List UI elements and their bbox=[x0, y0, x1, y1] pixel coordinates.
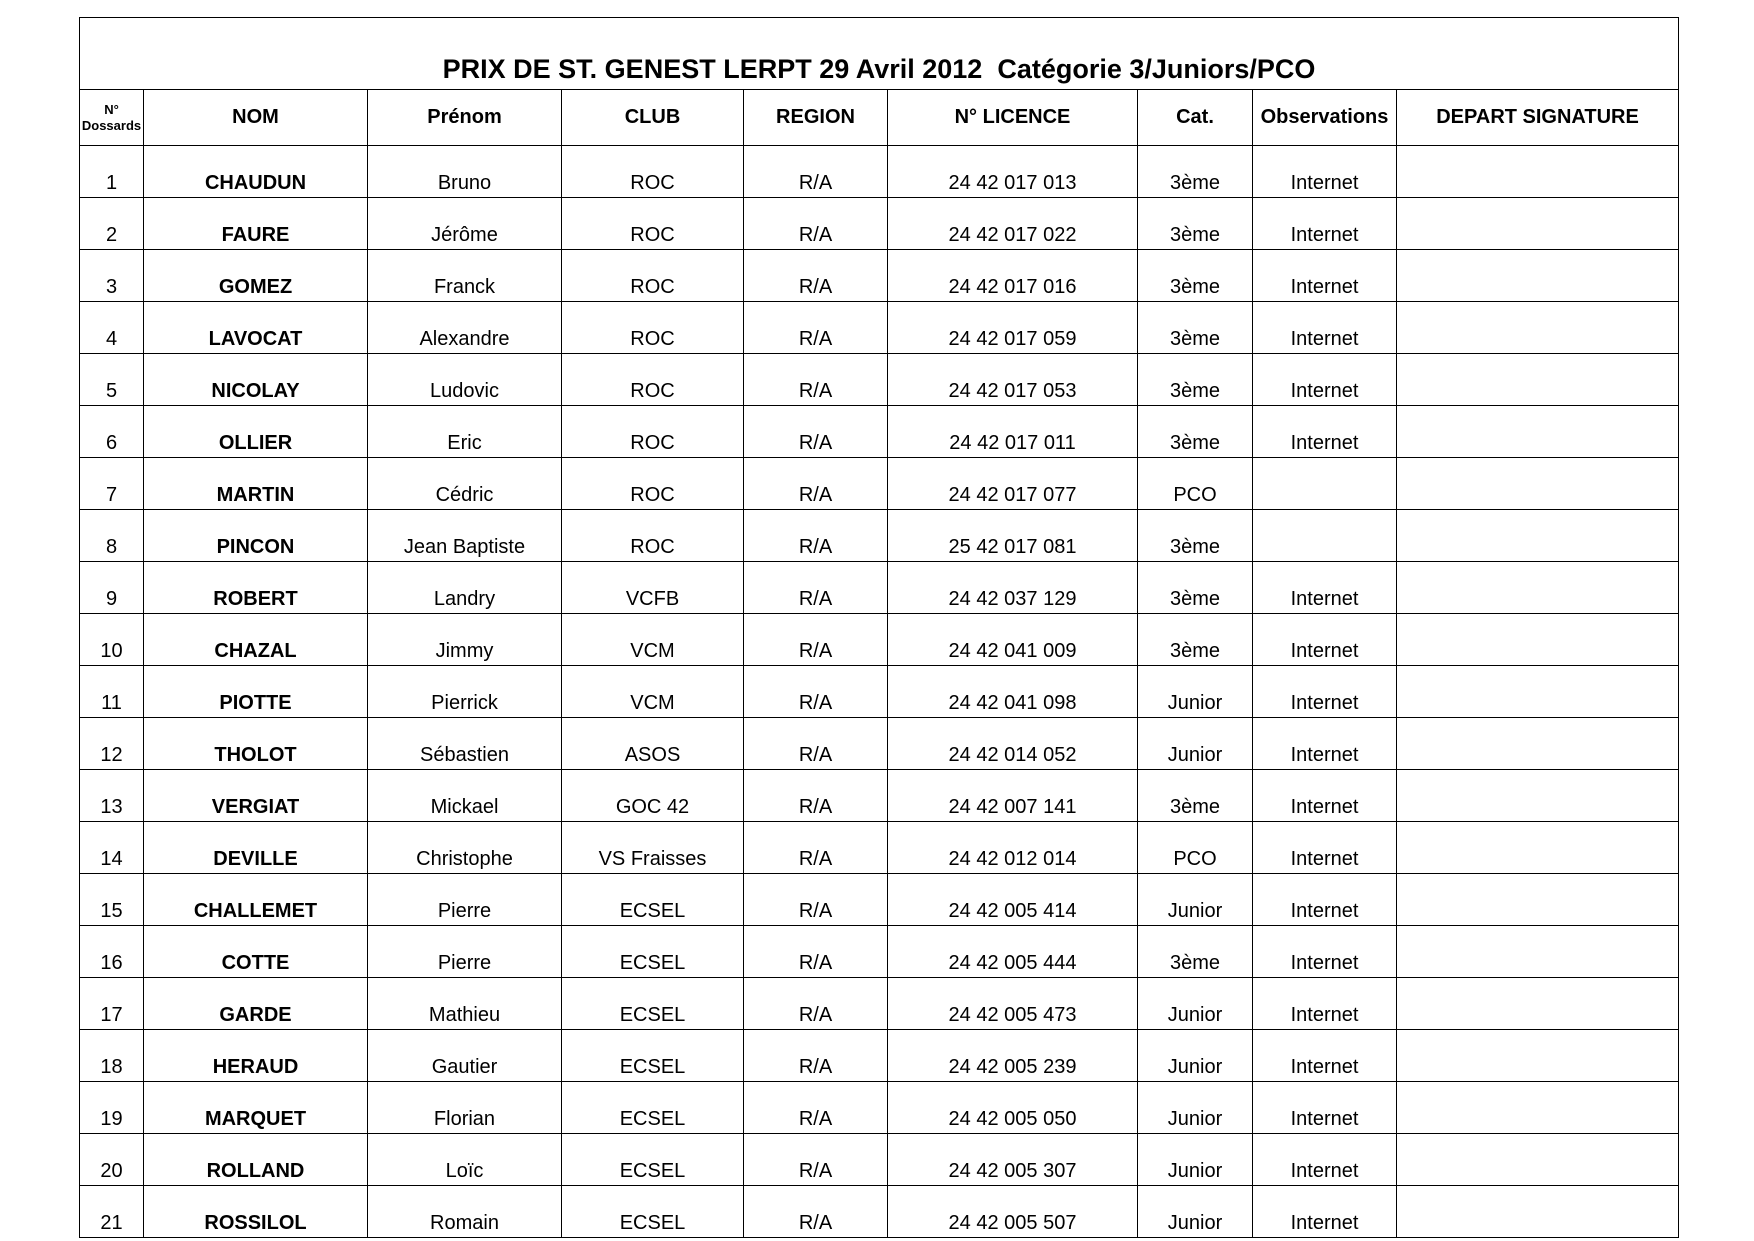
cell-region: R/A bbox=[744, 926, 888, 978]
header-signature: DEPART SIGNATURE bbox=[1397, 90, 1679, 146]
cell-signature bbox=[1397, 302, 1679, 354]
cell-observations: Internet bbox=[1253, 978, 1397, 1030]
cell-signature bbox=[1397, 614, 1679, 666]
cell-signature bbox=[1397, 1082, 1679, 1134]
cell-dossard: 16 bbox=[80, 926, 144, 978]
cell-region: R/A bbox=[744, 1030, 888, 1082]
cell-dossard: 19 bbox=[80, 1082, 144, 1134]
cell-region: R/A bbox=[744, 978, 888, 1030]
cell-prenom: Jérôme bbox=[368, 198, 562, 250]
cell-club: ROC bbox=[562, 198, 744, 250]
cell-signature bbox=[1397, 510, 1679, 562]
cell-nom: ROSSILOL bbox=[144, 1186, 368, 1238]
cell-signature bbox=[1397, 406, 1679, 458]
cell-dossard: 17 bbox=[80, 978, 144, 1030]
cell-licence: 24 42 005 050 bbox=[888, 1082, 1138, 1134]
cell-nom: ROLLAND bbox=[144, 1134, 368, 1186]
cell-signature bbox=[1397, 822, 1679, 874]
cell-club: VCM bbox=[562, 666, 744, 718]
cell-dossard: 12 bbox=[80, 718, 144, 770]
cell-prenom: Romain bbox=[368, 1186, 562, 1238]
cell-region: R/A bbox=[744, 146, 888, 198]
table-row bbox=[80, 198, 1679, 250]
cell-licence: 24 42 007 141 bbox=[888, 770, 1138, 822]
table-body bbox=[80, 146, 1679, 1238]
header-nom: NOM bbox=[144, 90, 368, 146]
cell-licence: 24 42 017 059 bbox=[888, 302, 1138, 354]
cell-prenom: Eric bbox=[368, 406, 562, 458]
cell-region: R/A bbox=[744, 874, 888, 926]
cell-club: GOC 42 bbox=[562, 770, 744, 822]
cell-cat: 3ème bbox=[1138, 354, 1253, 406]
cell-observations: Internet bbox=[1253, 354, 1397, 406]
cell-nom: MARQUET bbox=[144, 1082, 368, 1134]
cell-licence: 24 42 037 129 bbox=[888, 562, 1138, 614]
table-row bbox=[80, 406, 1679, 458]
cell-nom: CHAZAL bbox=[144, 614, 368, 666]
table-row bbox=[80, 510, 1679, 562]
cell-prenom: Pierre bbox=[368, 874, 562, 926]
cell-licence: 24 42 017 011 bbox=[888, 406, 1138, 458]
table-row bbox=[80, 1030, 1679, 1082]
cell-cat: Junior bbox=[1138, 666, 1253, 718]
cell-signature bbox=[1397, 718, 1679, 770]
cell-prenom: Alexandre bbox=[368, 302, 562, 354]
cell-dossard: 11 bbox=[80, 666, 144, 718]
cell-club: ECSEL bbox=[562, 978, 744, 1030]
cell-signature bbox=[1397, 1030, 1679, 1082]
page-title: PRIX DE ST. GENEST LERPT 29 Avril 2012 Catégorie 3/Juniors/PCO bbox=[80, 18, 1679, 90]
cell-cat: 3ème bbox=[1138, 770, 1253, 822]
cell-dossard: 4 bbox=[80, 302, 144, 354]
cell-dossard: 14 bbox=[80, 822, 144, 874]
header-prenom: Prénom bbox=[368, 90, 562, 146]
cell-nom: MARTIN bbox=[144, 458, 368, 510]
cell-cat: Junior bbox=[1138, 1030, 1253, 1082]
cell-licence: 24 42 005 307 bbox=[888, 1134, 1138, 1186]
cell-observations: Internet bbox=[1253, 250, 1397, 302]
cell-dossard: 5 bbox=[80, 354, 144, 406]
cell-observations: Internet bbox=[1253, 822, 1397, 874]
cell-observations: Internet bbox=[1253, 406, 1397, 458]
cell-observations: Internet bbox=[1253, 1186, 1397, 1238]
header-row bbox=[80, 90, 1679, 146]
cell-prenom: Gautier bbox=[368, 1030, 562, 1082]
cell-observations: Internet bbox=[1253, 614, 1397, 666]
cell-cat: 3ème bbox=[1138, 198, 1253, 250]
cell-observations: Internet bbox=[1253, 1082, 1397, 1134]
cell-signature bbox=[1397, 666, 1679, 718]
cell-dossard: 13 bbox=[80, 770, 144, 822]
cell-signature bbox=[1397, 562, 1679, 614]
cell-prenom: Jimmy bbox=[368, 614, 562, 666]
cell-prenom: Cédric bbox=[368, 458, 562, 510]
cell-licence: 24 42 041 009 bbox=[888, 614, 1138, 666]
cell-prenom: Bruno bbox=[368, 146, 562, 198]
cell-prenom: Loïc bbox=[368, 1134, 562, 1186]
cell-licence: 24 42 017 077 bbox=[888, 458, 1138, 510]
cell-observations: Internet bbox=[1253, 666, 1397, 718]
cell-nom: OLLIER bbox=[144, 406, 368, 458]
cell-dossard: 9 bbox=[80, 562, 144, 614]
cell-nom: LAVOCAT bbox=[144, 302, 368, 354]
cell-cat: 3ème bbox=[1138, 614, 1253, 666]
cell-dossard: 8 bbox=[80, 510, 144, 562]
cell-observations bbox=[1253, 458, 1397, 510]
cell-prenom: Pierre bbox=[368, 926, 562, 978]
cell-prenom: Ludovic bbox=[368, 354, 562, 406]
cell-observations: Internet bbox=[1253, 718, 1397, 770]
cell-dossard: 18 bbox=[80, 1030, 144, 1082]
cell-club: ROC bbox=[562, 406, 744, 458]
cell-club: ECSEL bbox=[562, 1134, 744, 1186]
table-row bbox=[80, 354, 1679, 406]
cell-dossard: 20 bbox=[80, 1134, 144, 1186]
cell-club: ECSEL bbox=[562, 926, 744, 978]
cell-region: R/A bbox=[744, 510, 888, 562]
cell-signature bbox=[1397, 458, 1679, 510]
table-row bbox=[80, 718, 1679, 770]
cell-signature bbox=[1397, 978, 1679, 1030]
cell-club: VS Fraisses bbox=[562, 822, 744, 874]
cell-licence: 24 42 005 444 bbox=[888, 926, 1138, 978]
cell-nom: ROBERT bbox=[144, 562, 368, 614]
header-region: REGION bbox=[744, 90, 888, 146]
cell-nom: VERGIAT bbox=[144, 770, 368, 822]
cell-club: ECSEL bbox=[562, 1186, 744, 1238]
cell-region: R/A bbox=[744, 614, 888, 666]
cell-licence: 24 42 012 014 bbox=[888, 822, 1138, 874]
cell-observations: Internet bbox=[1253, 770, 1397, 822]
cell-region: R/A bbox=[744, 718, 888, 770]
cell-cat: Junior bbox=[1138, 1082, 1253, 1134]
cell-dossard: 7 bbox=[80, 458, 144, 510]
cell-region: R/A bbox=[744, 822, 888, 874]
cell-prenom: Mathieu bbox=[368, 978, 562, 1030]
cell-licence: 24 42 005 414 bbox=[888, 874, 1138, 926]
cell-licence: 24 42 005 239 bbox=[888, 1030, 1138, 1082]
cell-signature bbox=[1397, 250, 1679, 302]
cell-nom: DEVILLE bbox=[144, 822, 368, 874]
cell-observations: Internet bbox=[1253, 562, 1397, 614]
cell-club: ROC bbox=[562, 250, 744, 302]
cell-licence: 24 42 041 098 bbox=[888, 666, 1138, 718]
cell-signature bbox=[1397, 926, 1679, 978]
cell-nom: COTTE bbox=[144, 926, 368, 978]
cell-signature bbox=[1397, 354, 1679, 406]
cell-region: R/A bbox=[744, 1082, 888, 1134]
cell-licence: 24 42 017 022 bbox=[888, 198, 1138, 250]
cell-licence: 24 42 017 013 bbox=[888, 146, 1138, 198]
cell-club: ROC bbox=[562, 458, 744, 510]
cell-club: ECSEL bbox=[562, 1030, 744, 1082]
cell-prenom: Pierrick bbox=[368, 666, 562, 718]
table-row bbox=[80, 822, 1679, 874]
cell-cat: 3ème bbox=[1138, 562, 1253, 614]
cell-region: R/A bbox=[744, 302, 888, 354]
cell-signature bbox=[1397, 1134, 1679, 1186]
table-row bbox=[80, 978, 1679, 1030]
cell-observations: Internet bbox=[1253, 874, 1397, 926]
cell-nom: PIOTTE bbox=[144, 666, 368, 718]
cell-nom: PINCON bbox=[144, 510, 368, 562]
cell-observations: Internet bbox=[1253, 926, 1397, 978]
cell-licence: 24 42 005 507 bbox=[888, 1186, 1138, 1238]
cell-region: R/A bbox=[744, 198, 888, 250]
header-licence: N° LICENCE bbox=[888, 90, 1138, 146]
cell-signature bbox=[1397, 1186, 1679, 1238]
cell-observations bbox=[1253, 510, 1397, 562]
cell-club: ROC bbox=[562, 302, 744, 354]
cell-club: ROC bbox=[562, 510, 744, 562]
header-dossard: N° Dossards bbox=[80, 90, 144, 146]
cell-region: R/A bbox=[744, 250, 888, 302]
table-row bbox=[80, 1082, 1679, 1134]
cell-dossard: 21 bbox=[80, 1186, 144, 1238]
cell-prenom: Jean Baptiste bbox=[368, 510, 562, 562]
cell-cat: Junior bbox=[1138, 1134, 1253, 1186]
cell-cat: Junior bbox=[1138, 1186, 1253, 1238]
table-row bbox=[80, 146, 1679, 198]
cell-club: VCM bbox=[562, 614, 744, 666]
cell-club: ECSEL bbox=[562, 1082, 744, 1134]
cell-dossard: 1 bbox=[80, 146, 144, 198]
cell-cat: 3ème bbox=[1138, 510, 1253, 562]
cell-licence: 24 42 017 053 bbox=[888, 354, 1138, 406]
cell-cat: PCO bbox=[1138, 822, 1253, 874]
cell-dossard: 6 bbox=[80, 406, 144, 458]
header-club: CLUB bbox=[562, 90, 744, 146]
table-row bbox=[80, 458, 1679, 510]
cell-prenom: Franck bbox=[368, 250, 562, 302]
cell-nom: CHAUDUN bbox=[144, 146, 368, 198]
cell-licence: 25 42 017 081 bbox=[888, 510, 1138, 562]
cell-prenom: Mickael bbox=[368, 770, 562, 822]
cell-signature bbox=[1397, 198, 1679, 250]
cell-region: R/A bbox=[744, 406, 888, 458]
cell-cat: Junior bbox=[1138, 978, 1253, 1030]
table-row bbox=[80, 1134, 1679, 1186]
cell-signature bbox=[1397, 146, 1679, 198]
cell-region: R/A bbox=[744, 666, 888, 718]
cell-club: ROC bbox=[562, 146, 744, 198]
cell-region: R/A bbox=[744, 458, 888, 510]
cell-observations: Internet bbox=[1253, 198, 1397, 250]
cell-region: R/A bbox=[744, 1134, 888, 1186]
cell-nom: HERAUD bbox=[144, 1030, 368, 1082]
cell-region: R/A bbox=[744, 1186, 888, 1238]
table-row bbox=[80, 926, 1679, 978]
cell-observations: Internet bbox=[1253, 302, 1397, 354]
table-row bbox=[80, 770, 1679, 822]
cell-cat: PCO bbox=[1138, 458, 1253, 510]
cell-cat: 3ème bbox=[1138, 146, 1253, 198]
cell-cat: 3ème bbox=[1138, 926, 1253, 978]
cell-club: ECSEL bbox=[562, 874, 744, 926]
cell-signature bbox=[1397, 770, 1679, 822]
cell-nom: CHALLEMET bbox=[144, 874, 368, 926]
cell-cat: Junior bbox=[1138, 874, 1253, 926]
cell-nom: GARDE bbox=[144, 978, 368, 1030]
cell-nom: FAURE bbox=[144, 198, 368, 250]
cell-prenom: Sébastien bbox=[368, 718, 562, 770]
cell-nom: THOLOT bbox=[144, 718, 368, 770]
cell-nom: GOMEZ bbox=[144, 250, 368, 302]
cell-cat: 3ème bbox=[1138, 250, 1253, 302]
cell-nom: NICOLAY bbox=[144, 354, 368, 406]
cell-cat: Junior bbox=[1138, 718, 1253, 770]
cell-club: VCFB bbox=[562, 562, 744, 614]
cell-region: R/A bbox=[744, 562, 888, 614]
cell-prenom: Florian bbox=[368, 1082, 562, 1134]
cell-observations: Internet bbox=[1253, 146, 1397, 198]
table-row bbox=[80, 666, 1679, 718]
cell-dossard: 15 bbox=[80, 874, 144, 926]
header-observations: Observations bbox=[1253, 90, 1397, 146]
cell-observations: Internet bbox=[1253, 1030, 1397, 1082]
cell-dossard: 3 bbox=[80, 250, 144, 302]
table-row bbox=[80, 614, 1679, 666]
registration-table bbox=[79, 17, 1679, 1238]
table-row bbox=[80, 874, 1679, 926]
cell-prenom: Landry bbox=[368, 562, 562, 614]
table-row bbox=[80, 250, 1679, 302]
cell-dossard: 10 bbox=[80, 614, 144, 666]
cell-dossard: 2 bbox=[80, 198, 144, 250]
cell-observations: Internet bbox=[1253, 1134, 1397, 1186]
cell-signature bbox=[1397, 874, 1679, 926]
table-row bbox=[80, 562, 1679, 614]
table-row bbox=[80, 302, 1679, 354]
header-cat: Cat. bbox=[1138, 90, 1253, 146]
cell-licence: 24 42 005 473 bbox=[888, 978, 1138, 1030]
cell-region: R/A bbox=[744, 770, 888, 822]
cell-cat: 3ème bbox=[1138, 406, 1253, 458]
cell-licence: 24 42 014 052 bbox=[888, 718, 1138, 770]
cell-region: R/A bbox=[744, 354, 888, 406]
cell-licence: 24 42 017 016 bbox=[888, 250, 1138, 302]
cell-cat: 3ème bbox=[1138, 302, 1253, 354]
cell-club: ROC bbox=[562, 354, 744, 406]
table-row bbox=[80, 1186, 1679, 1238]
cell-prenom: Christophe bbox=[368, 822, 562, 874]
cell-club: ASOS bbox=[562, 718, 744, 770]
